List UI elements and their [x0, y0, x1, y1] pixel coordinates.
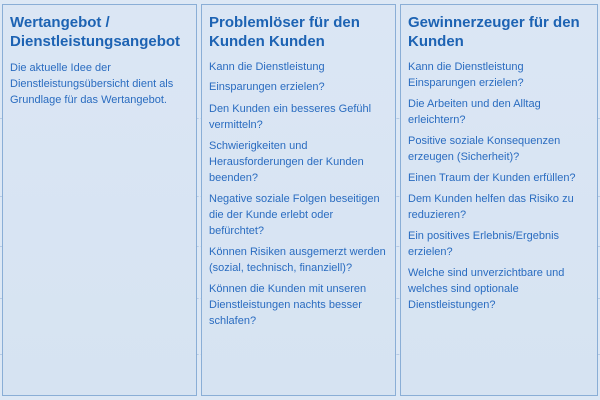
column-gewinnerzeuger: [400, 4, 598, 396]
list-item: Schwierigkeiten und Herausforderungen der Kunden beenden?: [209, 140, 364, 184]
list-item: Können Risiken ausgemerzt werden (sozial, technisch, finanziell)?: [209, 246, 386, 274]
list-item: Negative soziale Folgen beseitigen die der Kunde erlebt oder befürchtet?: [209, 193, 380, 237]
list-item: Den Kunden ein besseres Gefühl vermitteln?: [209, 103, 372, 131]
list-item: Ein positives Erlebnis/Ergebnis erzielen?: [408, 230, 560, 258]
list-item: Einsparungen erzielen?: [209, 81, 325, 93]
column-problemloeser: [201, 4, 396, 396]
column-title: Gewinnerzeuger für den Kunden: [408, 14, 580, 50]
list-item: Welche sind unverzichtbare und welches sind optionale Dienstleistungen?: [408, 267, 565, 311]
list-item: Einen Traum der Kunden erfüllen?: [408, 172, 576, 184]
column-body: [10, 60, 188, 113]
column-body: [408, 59, 589, 318]
list-item: Kann die Dienstleistung Einsparungen erzielen?: [408, 61, 524, 89]
list-item: Die Arbeiten und den Alltag erleichtern?: [408, 98, 541, 126]
list-item: Positive soziale Konsequenzen erzeugen (Sicherheit)?: [408, 135, 561, 163]
column-title: Wertangebot / Dienstleistungsangebot: [10, 14, 181, 50]
column-wertangebot: [2, 4, 197, 396]
column-title: Problemlöser für den Kunden Kunden: [209, 14, 360, 50]
list-item: Können die Kunden mit unseren Dienstleistungen nachts besser schlafen?: [209, 283, 367, 327]
column-body: [209, 59, 387, 334]
list-item: Dem Kunden helfen das Risiko zu reduzieren?: [408, 193, 574, 221]
list-item: Kann die Dienstleistung: [209, 61, 325, 73]
list-item: Die aktuelle Idee der Dienstleistungsübersicht dient als Grundlage für das Wertangebot.: [10, 62, 174, 106]
